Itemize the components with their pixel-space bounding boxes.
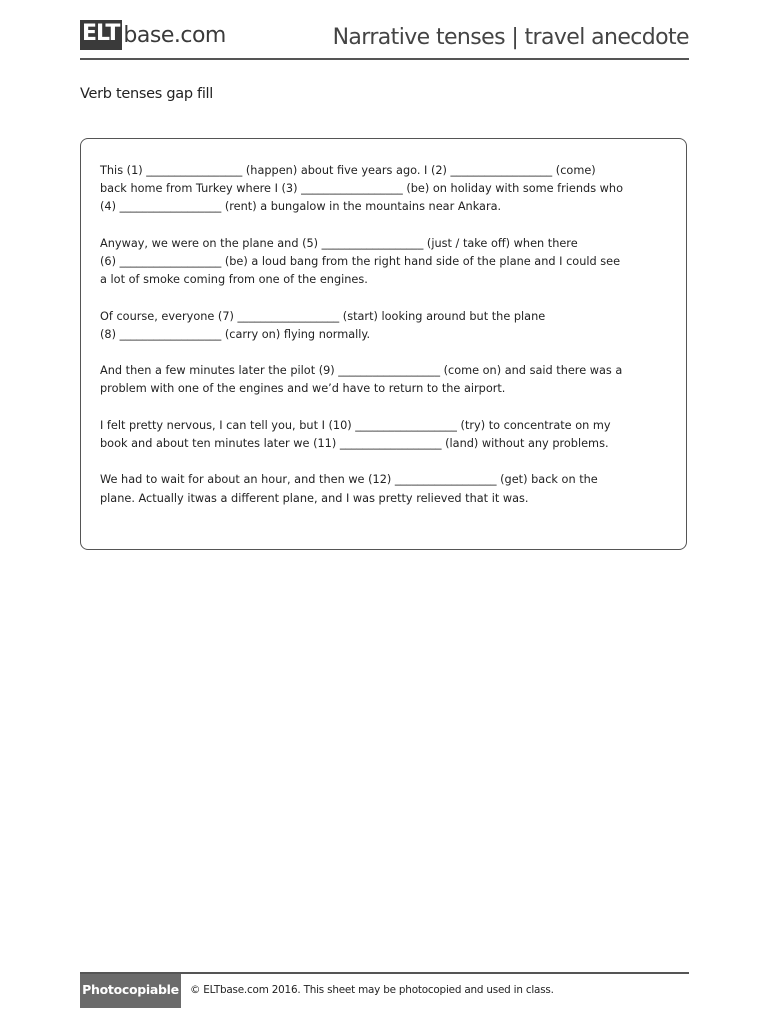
text-line: Anyway, we were on the plane and (5) __________________ (just / take off) when there bbox=[100, 236, 578, 250]
text-line: I felt pretty nervous, I can tell you, but I (10) __________________ (try) to concentrate on my bbox=[100, 418, 611, 432]
text-line: (6) __________________ (be) a loud bang from the right hand side of the plane and I could see bbox=[100, 255, 621, 268]
exercise-text bbox=[100, 162, 670, 526]
text-line: plane. Actually itwas a different plane, and I was pretty relieved that it was. bbox=[100, 491, 529, 505]
logo-mark: ELT bbox=[80, 20, 122, 50]
worksheet-title: Narrative tenses | travel anecdote bbox=[332, 25, 689, 50]
copyright-notice: © ELTbase.com 2016. This sheet may be photocopied and used in class. bbox=[190, 984, 554, 996]
text-line: This (1) _________________ (happen) about five years ago. I (2) __________________ (come) bbox=[100, 164, 596, 177]
text-line: (4) __________________ (rent) a bungalow in the mountains near Ankara. bbox=[100, 200, 502, 214]
paragraph-4 bbox=[100, 362, 670, 398]
section-title: Verb tenses gap fill bbox=[80, 86, 214, 102]
paragraph-6 bbox=[100, 471, 670, 507]
paragraph-1 bbox=[100, 162, 670, 217]
paragraph-5 bbox=[100, 417, 670, 453]
exercise-box bbox=[80, 138, 687, 550]
photocopiable-badge: Photocopiable bbox=[80, 974, 181, 1008]
text-line: Of course, everyone (7) __________________ (start) looking around but the plane bbox=[100, 309, 546, 323]
paragraph-2 bbox=[100, 235, 670, 290]
text-line: book and about ten minutes later we (11) __________________ (land) without any problems. bbox=[100, 436, 609, 450]
text-line: problem with one of the engines and we’d have to return to the airport. bbox=[100, 382, 506, 396]
paragraph-3 bbox=[100, 308, 670, 344]
text-line: back home from Turkey where I (3) __________________ (be) on holiday with some friends who bbox=[100, 182, 623, 196]
text-line: a lot of smoke coming from one of the engines. bbox=[100, 273, 368, 287]
text-line: (8) __________________ (carry on) flying normally. bbox=[100, 327, 371, 341]
eltbase-logo bbox=[80, 20, 226, 50]
text-line: And then a few minutes later the pilot (9) __________________ (come on) and said there was a bbox=[100, 364, 623, 378]
page-header bbox=[80, 18, 689, 60]
logo-text: base.com bbox=[123, 23, 226, 48]
text-line: We had to wait for about an hour, and then we (12) __________________ (get) back on the bbox=[100, 473, 598, 487]
